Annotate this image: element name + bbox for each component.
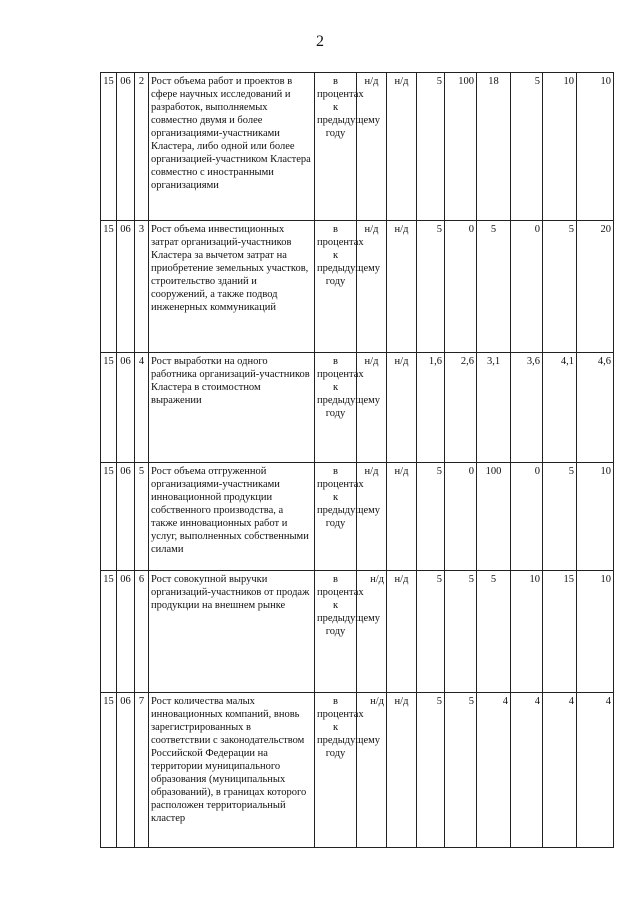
cell-code-2: 06 (117, 693, 135, 848)
unit-cell: в процентах к предыдущему году (315, 463, 357, 571)
cell-code-3: 7 (135, 693, 149, 848)
value-cell: 5 (543, 463, 577, 571)
table-row (101, 73, 614, 221)
value-cell: 4 (477, 693, 511, 848)
cell-code-3: 2 (135, 73, 149, 221)
value-cell: н/д (387, 463, 417, 571)
value-cell: н/д (387, 221, 417, 353)
cell-code-1: 15 (101, 73, 117, 221)
unit-cell: в процентах к предыдущему году (315, 571, 357, 693)
cell-code-1: 15 (101, 353, 117, 463)
value-cell: 1,6 (417, 353, 445, 463)
value-cell: н/д (357, 221, 387, 353)
cell-code-1: 15 (101, 221, 117, 353)
value-cell: 4 (543, 693, 577, 848)
value-cell: 4 (511, 693, 543, 848)
value-cell: 3,6 (511, 353, 543, 463)
value-cell: н/д (357, 353, 387, 463)
value-cell: 5 (417, 73, 445, 221)
unit-cell: в процентах к предыдущему году (315, 221, 357, 353)
page-number: 2 (316, 33, 324, 50)
value-cell: 0 (511, 221, 543, 353)
value-cell: 100 (445, 73, 477, 221)
table-row (101, 571, 614, 693)
value-cell: 5 (543, 221, 577, 353)
table-row (101, 221, 614, 353)
value-cell: 5 (417, 571, 445, 693)
indicator-description: Рост объема работ и проектов в сфере научных исследований и разработок, выполняемых совместно двумя и более организациями-участниками Кластера, либо одной или более организацией-участником Кластера совместно с иностранными организациями (149, 73, 315, 221)
value-cell: 3,1 (477, 353, 511, 463)
value-cell: 4 (577, 693, 614, 848)
indicator-description: Рост объема отгруженной организациями-участниками инновационной продукции собственного производства, а также инновационных работ и услуг, выполненных собственными силами (149, 463, 315, 571)
value-cell: 5 (477, 571, 511, 693)
value-cell: н/д (357, 693, 387, 848)
value-cell: н/д (387, 571, 417, 693)
value-cell: 10 (511, 571, 543, 693)
value-cell: 4,6 (577, 353, 614, 463)
value-cell: н/д (357, 571, 387, 693)
indicator-description: Рост объема инвестиционных затрат организаций-участников Кластера за вычетом затрат на приобретение земельных участков, строительство зданий и сооружений, а также подвод инженерных коммуникаций (149, 221, 315, 353)
cell-code-2: 06 (117, 73, 135, 221)
value-cell: н/д (387, 73, 417, 221)
value-cell: 5 (445, 693, 477, 848)
indicator-description: Рост выработки на одного работника организаций-участников Кластера в стоимостном выражении (149, 353, 315, 463)
table-row (101, 353, 614, 463)
value-cell: 100 (477, 463, 511, 571)
value-cell: 0 (511, 463, 543, 571)
table-row (101, 463, 614, 571)
value-cell: 10 (577, 73, 614, 221)
value-cell: н/д (387, 353, 417, 463)
cell-code-2: 06 (117, 221, 135, 353)
value-cell: н/д (357, 463, 387, 571)
value-cell: 5 (511, 73, 543, 221)
cell-code-1: 15 (101, 693, 117, 848)
value-cell: 0 (445, 463, 477, 571)
indicator-description: Рост совокупной выручки организаций-участников от продаж продукции на внешнем рынке (149, 571, 315, 693)
cell-code-3: 5 (135, 463, 149, 571)
value-cell: 5 (417, 463, 445, 571)
cell-code-2: 06 (117, 463, 135, 571)
cell-code-2: 06 (117, 353, 135, 463)
value-cell: 5 (417, 221, 445, 353)
value-cell: н/д (357, 73, 387, 221)
cell-code-2: 06 (117, 571, 135, 693)
unit-cell: в процентах к предыдущему году (315, 353, 357, 463)
cell-code-3: 4 (135, 353, 149, 463)
unit-cell: в процентах к предыдущему году (315, 693, 357, 848)
value-cell: 5 (417, 693, 445, 848)
cell-code-1: 15 (101, 571, 117, 693)
value-cell: 10 (577, 571, 614, 693)
value-cell: 15 (543, 571, 577, 693)
table-row (101, 693, 614, 848)
value-cell: 20 (577, 221, 614, 353)
indicators-table (100, 72, 614, 848)
value-cell: 10 (543, 73, 577, 221)
indicator-description: Рост количества малых инновационных компаний, вновь зарегистрированных в соответствии с законодательством Российской Федерации на территории муниципального образования (муниципальных образований), в границах которого расположен территориальный кластер (149, 693, 315, 848)
value-cell: 2,6 (445, 353, 477, 463)
cell-code-3: 6 (135, 571, 149, 693)
value-cell: н/д (387, 693, 417, 848)
value-cell: 10 (577, 463, 614, 571)
value-cell: 5 (445, 571, 477, 693)
value-cell: 18 (477, 73, 511, 221)
unit-cell: в процентах к предыдущему году (315, 73, 357, 221)
value-cell: 5 (477, 221, 511, 353)
value-cell: 0 (445, 221, 477, 353)
cell-code-1: 15 (101, 463, 117, 571)
value-cell: 4,1 (543, 353, 577, 463)
cell-code-3: 3 (135, 221, 149, 353)
